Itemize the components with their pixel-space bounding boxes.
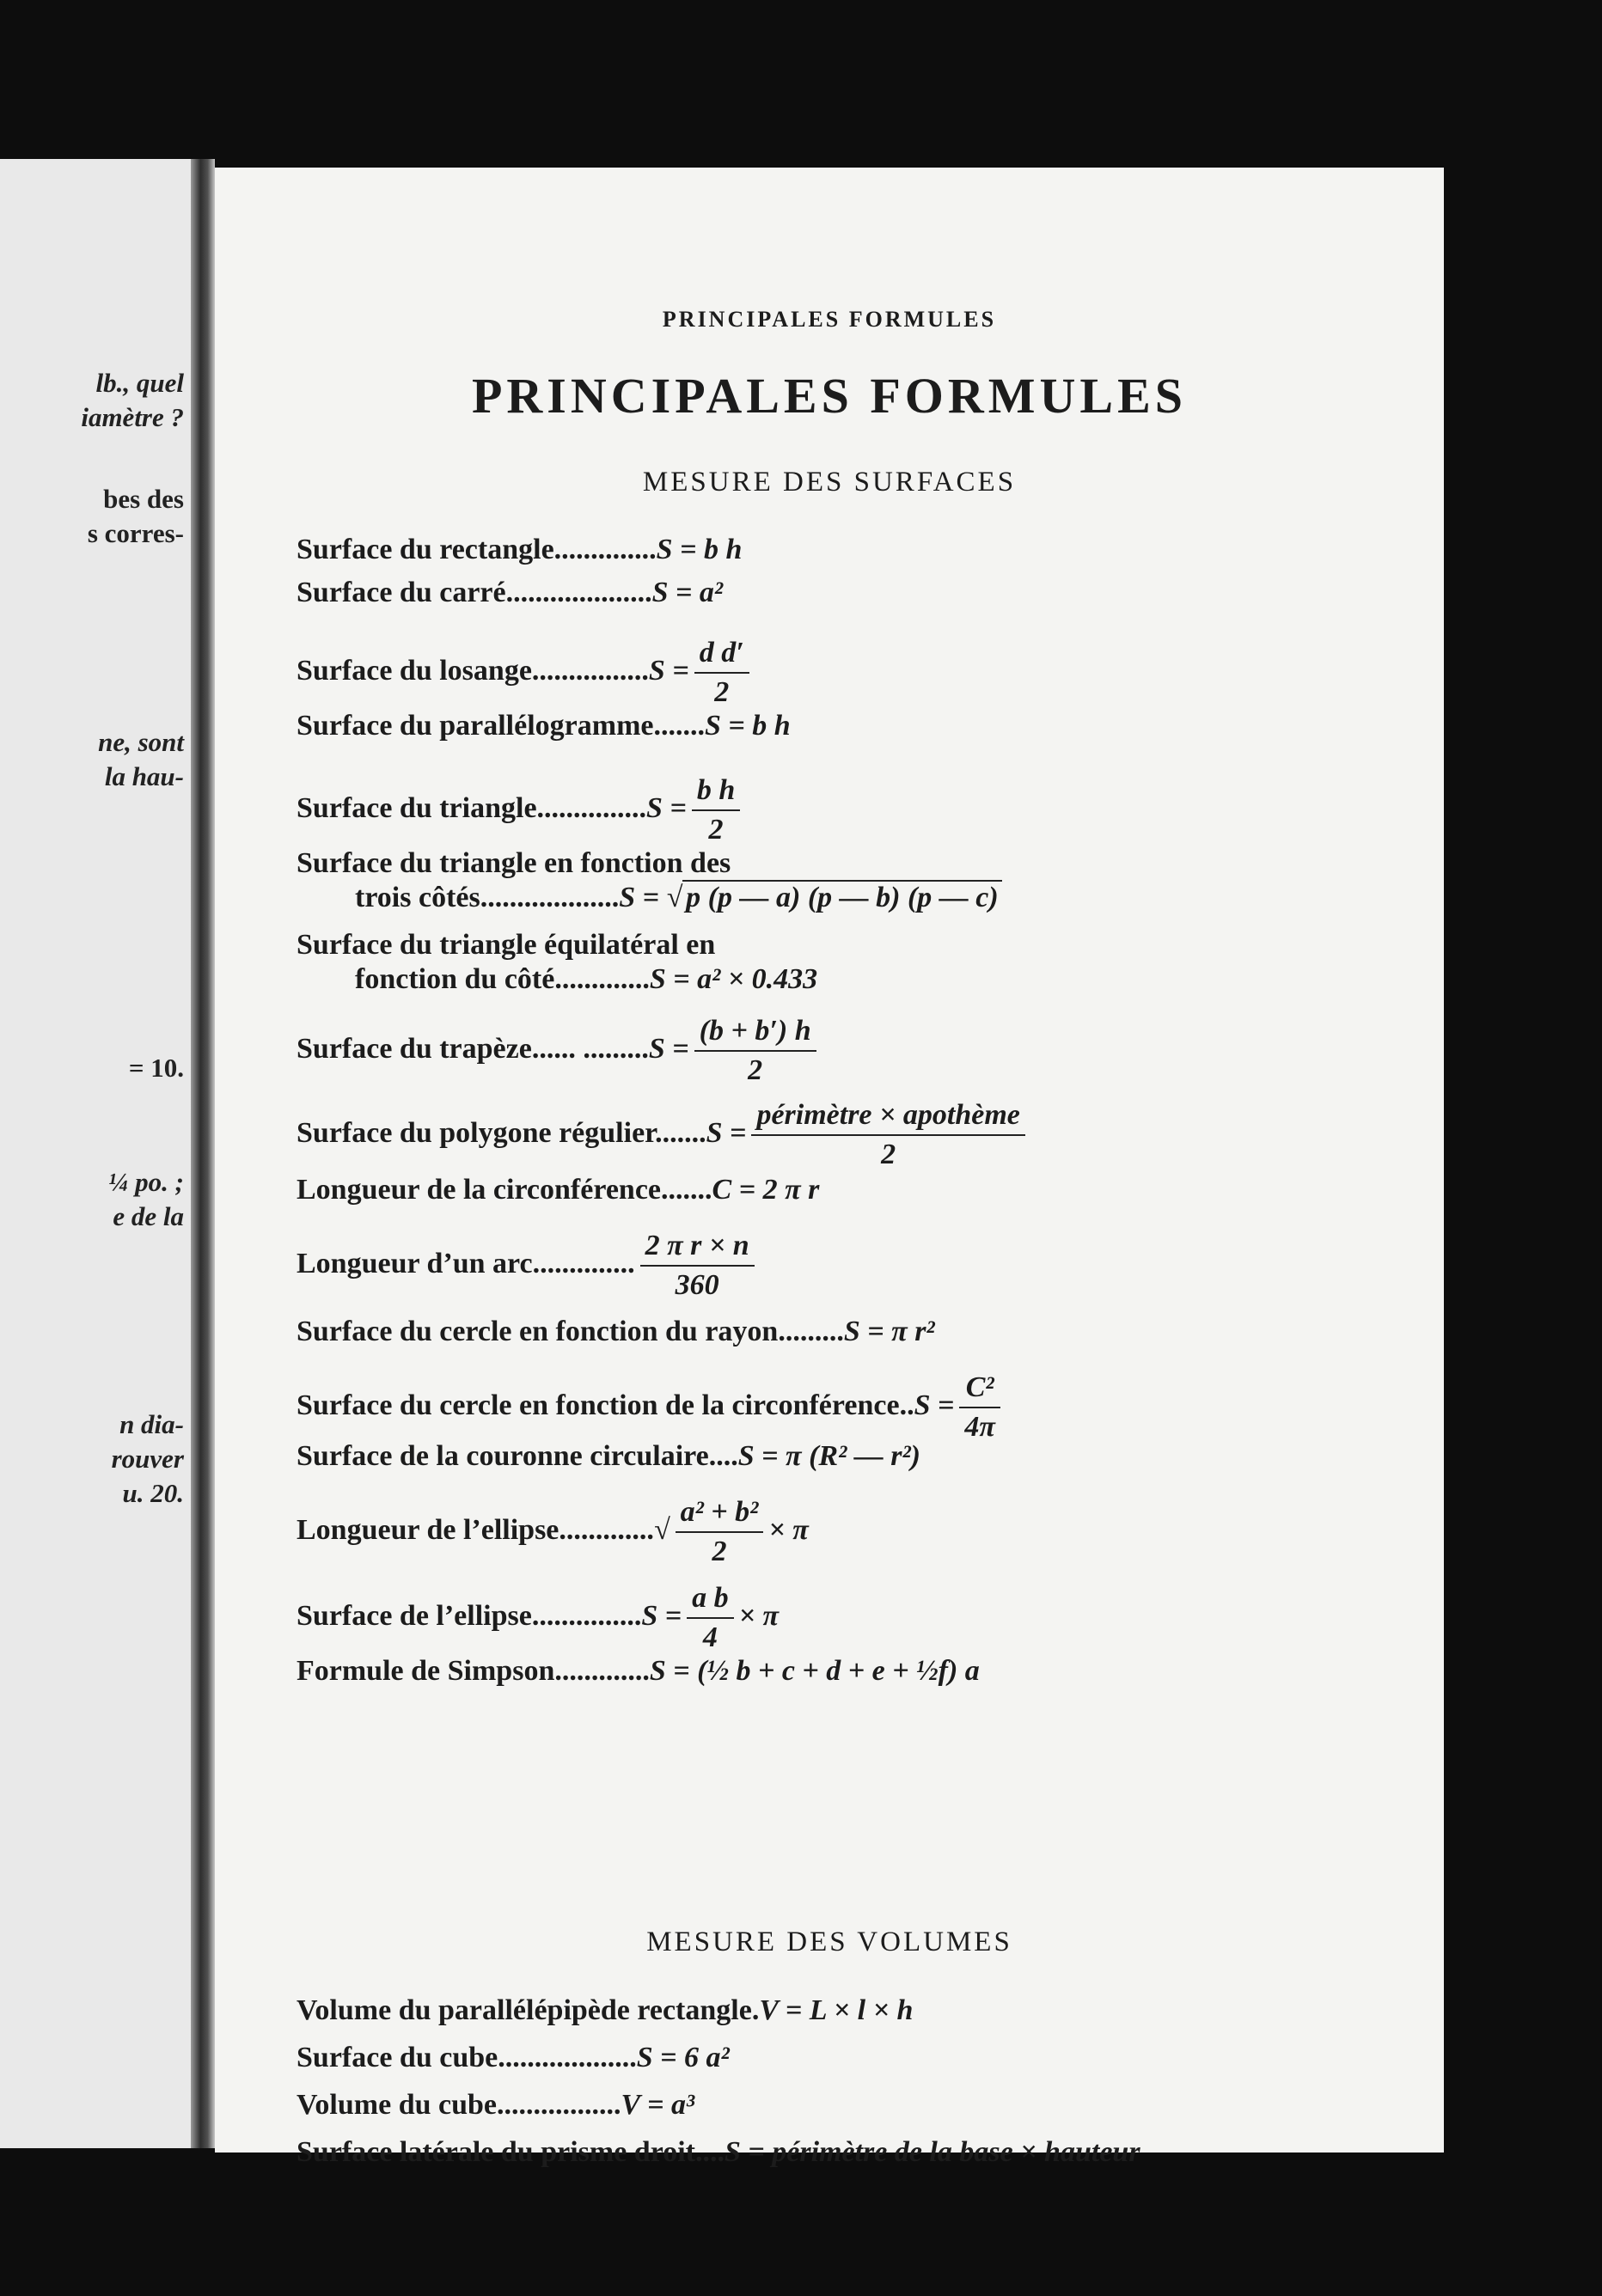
formula-row [297, 576, 1405, 610]
fraction-denominator: 2 [712, 1536, 727, 1567]
formula-row [297, 709, 1405, 743]
formula-label [297, 2088, 1405, 2122]
leader-dots: ................... [498, 2042, 637, 2073]
formula [648, 637, 755, 708]
formula-label-text: Surface du carré [297, 577, 506, 608]
formula-radicand: p (p — a) (p — b) (p — c) [682, 880, 1002, 913]
leader-dots: ............... [536, 791, 647, 824]
formula-label-text: Surface du cube [297, 2042, 498, 2073]
leader-dots: ....... [655, 1116, 706, 1149]
fraction-numerator: 2 π r × n [640, 1229, 755, 1267]
formula-row [297, 2135, 1405, 2170]
fraction-denominator: 360 [675, 1269, 719, 1301]
formula-label [297, 1994, 1405, 2028]
formula-label-text: Formule de Simpson [297, 1655, 555, 1687]
formula: S = a² × 0.433 [649, 963, 818, 995]
formula-label [297, 576, 1405, 610]
formula-row [297, 1654, 1405, 1688]
formula-label-text: Longueur de la circonférence [297, 1174, 662, 1206]
running-head: PRINCIPALES FORMULES [662, 307, 997, 332]
fraction-numerator: d d′ [694, 636, 749, 674]
formula-row [297, 533, 1405, 567]
fraction-numerator: a b [687, 1581, 734, 1619]
left-fragment: = 10. [128, 1053, 184, 1083]
formula-row [297, 1173, 1405, 1207]
formula-row [297, 1371, 1405, 1444]
left-fragment: ¼ po. ; [108, 1167, 184, 1197]
leader-dots: .............. [553, 534, 657, 565]
formula-label-text: Longueur de l’ellipse [297, 1513, 559, 1546]
formula-label-text: Longueur d’un arc [297, 1247, 533, 1279]
left-fragment: bes des [103, 484, 184, 514]
formula-label-text: trois côtés [355, 882, 480, 913]
formula-label-text: Surface du parallélogramme [297, 710, 654, 742]
fraction-denominator: 2 [714, 676, 730, 708]
formula [641, 1582, 780, 1653]
formula-label-text: Surface de la couronne circulaire [297, 1440, 709, 1472]
leader-dots: .................... [505, 577, 652, 608]
formula-label-text: Volume du cube [297, 2089, 498, 2121]
leader-dots: ...... ......... [531, 1032, 649, 1065]
formula-lhs: S = [646, 791, 687, 824]
formula-lhs: √ [653, 1513, 670, 1546]
leader-dots: .. [899, 1389, 914, 1421]
formula-row [297, 1994, 1405, 2028]
formula-label [297, 709, 1405, 743]
section-heading-surfaces: MESURE DES SURFACES [642, 467, 1017, 498]
leader-dots: ............... [531, 1599, 642, 1632]
formula: S = π (R² — r²) [737, 1440, 921, 1472]
leader-dots: ............. [554, 1655, 650, 1687]
formula: C = 2 π r [712, 1174, 820, 1206]
fraction-denominator: 2 [748, 1054, 763, 1086]
formula-lhs: S = [706, 1116, 747, 1149]
fraction [751, 1098, 1024, 1172]
left-page [0, 159, 191, 2148]
formula-label [297, 1495, 1405, 1569]
formula: S = b h [705, 710, 791, 742]
left-fragment: rouver [111, 1444, 184, 1474]
formula: S = π r² [843, 1316, 935, 1347]
formula-label-text: Surface du triangle en fonction des [297, 847, 731, 879]
leader-dots: ............. [559, 1513, 654, 1546]
fraction-denominator: 4π [964, 1411, 995, 1443]
fraction [692, 773, 740, 847]
fraction-numerator: C² [959, 1371, 1000, 1408]
left-fragment: u. 20. [122, 1478, 184, 1508]
formula-label [297, 636, 1405, 710]
leader-dots: .... [694, 2136, 725, 2168]
formula-label-continued [297, 881, 1405, 915]
formula-label [297, 1371, 1405, 1444]
formula-rhs: × π [738, 1599, 780, 1632]
formula-label-text: Volume du parallélépipède rectangle. [297, 1994, 760, 2026]
formula-label [297, 1581, 1405, 1655]
formula-rhs: × π [768, 1513, 809, 1546]
left-fragment: iamètre ? [81, 402, 184, 432]
formula-lhs: S = [648, 654, 689, 687]
formula: V = L × l × h [759, 1994, 914, 2026]
formula-label [297, 1315, 1405, 1349]
formula-label [297, 2135, 1405, 2170]
formula [619, 880, 1001, 913]
formula-label-text: Surface du triangle équilatéral en [297, 929, 716, 961]
formula [635, 1230, 760, 1301]
formula-lhs: S = [914, 1389, 955, 1421]
formula [648, 1015, 822, 1086]
leader-dots: .............. [532, 1247, 635, 1279]
formula-row [297, 773, 1405, 847]
formula-row [297, 1495, 1405, 1569]
formula-lhs: S = √ [619, 882, 683, 913]
left-fragment: s corres- [87, 518, 184, 548]
fraction [640, 1229, 755, 1303]
formula-label-text: fonction du côté [355, 963, 555, 995]
formula-label-text: Surface du trapèze [297, 1032, 532, 1065]
formula-row [297, 1315, 1405, 1349]
formula: S = a² [651, 577, 724, 608]
formula-label-text: Surface du triangle [297, 791, 537, 824]
left-fragment: e de la [113, 1201, 184, 1231]
formula-label [297, 1173, 1405, 1207]
formula: S = périmètre de la base × hauteur [724, 2136, 1140, 2168]
leader-dots: ................. [497, 2089, 621, 2121]
leader-dots: ................ [531, 654, 649, 687]
left-fragment: ne, sont [98, 727, 184, 757]
fraction-denominator: 2 [881, 1139, 896, 1170]
formula [653, 1496, 809, 1567]
formula-row [297, 1439, 1405, 1474]
leader-dots: ....... [653, 710, 705, 742]
left-fragment: lb., quel [95, 368, 184, 398]
formula-row [297, 1014, 1405, 1088]
left-fragment: la hau- [104, 761, 184, 791]
formula-lhs: S = [641, 1599, 682, 1632]
formula-label [297, 1439, 1405, 1474]
fraction-denominator: 4 [702, 1621, 718, 1653]
leader-dots: ......... [778, 1316, 844, 1347]
formula-label [297, 928, 1405, 962]
formula-row [297, 1581, 1405, 1655]
formula-label [297, 846, 1405, 881]
formula-label [297, 1229, 1405, 1303]
formula: S = b h [656, 534, 743, 565]
formula-row [297, 928, 1405, 997]
book-gutter [191, 159, 215, 2148]
left-fragment: n dia- [119, 1409, 184, 1439]
leader-dots: ....... [661, 1174, 712, 1206]
fraction [694, 1014, 816, 1088]
formula-lhs: S = [648, 1032, 689, 1065]
section-heading-volumes: MESURE DES VOLUMES [646, 1927, 1012, 1957]
fraction [687, 1581, 734, 1655]
formula-label-text: Surface de l’ellipse [297, 1599, 532, 1632]
fraction-numerator: a² + b² [676, 1495, 764, 1533]
formula-label-text: Surface du cercle en fonction du rayon [297, 1316, 779, 1347]
formula [706, 1099, 1030, 1170]
formula-label-text: Surface du rectangle [297, 534, 554, 565]
fraction-numerator: périmètre × apothème [751, 1098, 1024, 1136]
formula-row [297, 1098, 1405, 1172]
formula-label [297, 1098, 1405, 1172]
formula-label-text: Surface du cercle en fonction de la circonférence [297, 1389, 900, 1421]
formula-label [297, 533, 1405, 567]
fraction-denominator: 2 [708, 814, 724, 846]
formula-label-text: Surface latérale du prisme droit [297, 2136, 695, 2168]
formula-row [297, 2088, 1405, 2122]
fraction-numerator: b h [692, 773, 740, 811]
formula-label [297, 773, 1405, 847]
formula-row [297, 636, 1405, 710]
leader-dots: ................... [480, 882, 620, 913]
page-title: PRINCIPALES FORMULES [471, 368, 1188, 424]
fraction [676, 1495, 764, 1569]
formula-row [297, 2041, 1405, 2075]
formula-label-continued [297, 962, 1405, 997]
fraction [694, 636, 749, 710]
formula [646, 774, 745, 846]
formula-label-text: Surface du polygone régulier [297, 1116, 656, 1149]
formula-label [297, 2041, 1405, 2075]
formula-label [297, 1654, 1405, 1688]
formula: V = a³ [621, 2089, 695, 2121]
formula-label [297, 1014, 1405, 1088]
leader-dots: ............. [554, 963, 650, 995]
formula-label-text: Surface du losange [297, 654, 532, 687]
formula: S = (½ b + c + d + e + ½f) a [649, 1655, 980, 1687]
leader-dots: .... [708, 1440, 738, 1472]
formula-row [297, 846, 1405, 915]
formula-row [297, 1229, 1405, 1303]
formula: S = 6 a² [636, 2042, 730, 2073]
fraction-numerator: (b + b′) h [694, 1014, 816, 1052]
book-page [215, 168, 1444, 2168]
fraction [959, 1371, 1000, 1444]
